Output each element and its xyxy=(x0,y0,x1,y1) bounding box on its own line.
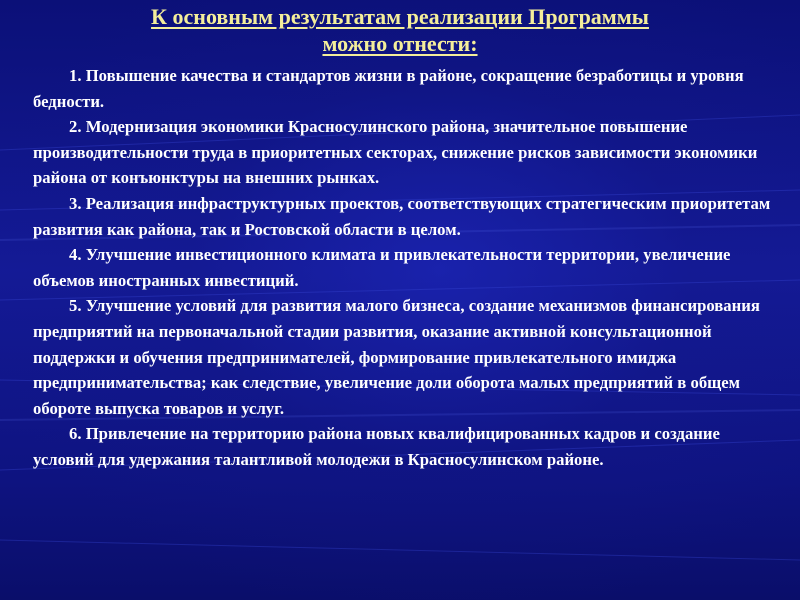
slide-title xyxy=(40,3,760,57)
result-item-5: 5. Улучшение условий для развития малого бизнеса, создание механизмов финансирования предприятий на первоначальной стадии развития, оказание активной консультационной поддержки и обучения предпринимателей, формирование привлекательного имиджа предпринимательства; как следствие, увеличение доли оборота малых предприятий в общем обороте выпуска товаров и услуг. xyxy=(33,296,760,418)
result-item-6: 6. Привлечение на территорию района новых квалифицированных кадров и создание условий для удержания талантливой молодежи в Красносулинском районе. xyxy=(33,424,720,469)
title-line-1: К основным результатам реализации Программы xyxy=(151,4,649,29)
results-list xyxy=(33,63,778,473)
result-item-1: 1. Повышение качества и стандартов жизни в районе, сокращение безработицы и уровня бедности. xyxy=(33,66,744,111)
result-item-3: 3. Реализация инфраструктурных проектов, соответствующих стратегическим приоритетам развития как района, так и Ростовской области в целом. xyxy=(33,193,771,239)
title-line-2: можно отнести: xyxy=(322,31,478,56)
result-item-4: 4. Улучшение инвестиционного климата и привлекательности территории, увеличение объемов иностранных инвестиций. xyxy=(33,245,731,290)
result-item-2: 2. Модернизация экономики Красносулинского района, значительное повышение производительности труда в приоритетных секторах, снижение рисков зависимости экономики района от конъюнктуры на внешних рынках. xyxy=(33,117,758,188)
